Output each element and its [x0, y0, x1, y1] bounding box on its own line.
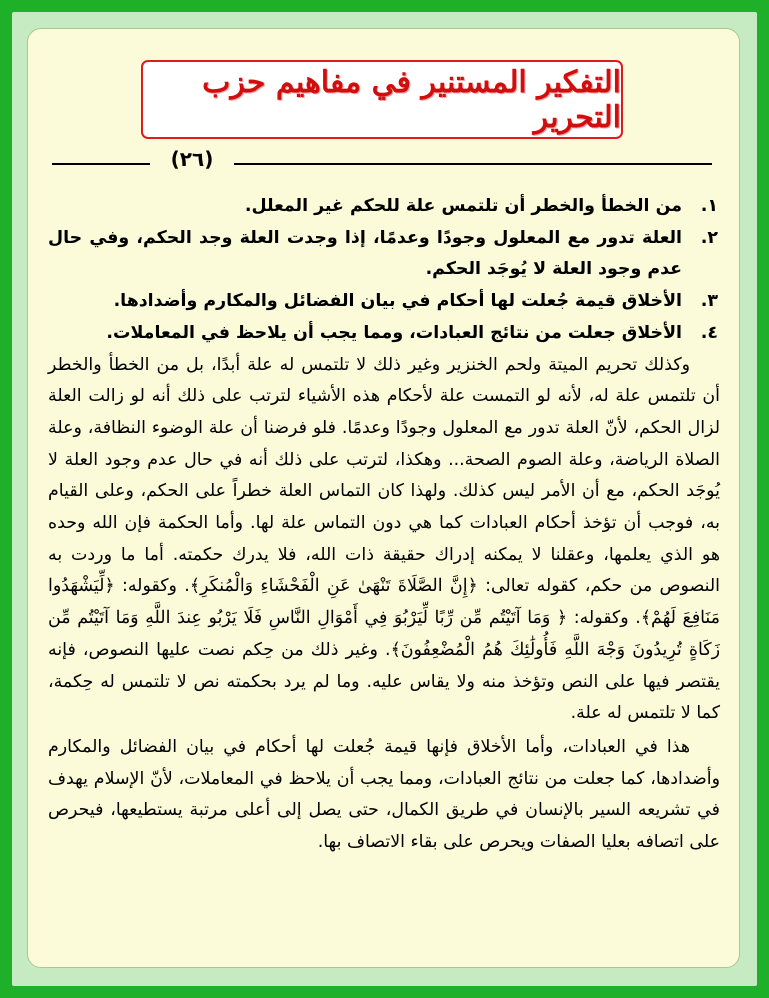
document-page — [27, 28, 740, 968]
divider-left — [52, 163, 150, 165]
header-logo — [141, 60, 623, 139]
paragraph-2: هذا في العبادات، وأما الأخلاق فإنها قيمة جُعلت لها أحكام في بيان الفضائل والمكارم وأضدادها، كما جعلت من نتائج العبادات، ومما يجب أن يلاحظ في المعاملات، لأنّ الإسلام يهدف في تشريعه السير بالإنسان في طريق الكمال، حتى يصل إلى أعلى مرتبة يستطيعها، فيحرص على اتصافه بعليا الصفات ويحرص على بقاء الاتصاف بها. — [48, 736, 720, 853]
list-item: ٣. الأخلاق قيمة جُعلت لها أحكام في بيان الفضائل والمكارم وأضدادها. — [113, 291, 718, 312]
page-number: (٢٦) — [170, 147, 214, 171]
quran-verse: ﴿ وَمَا آتَيْتُم مِّن رِّبًا لِّيَرْبُوَ فِي أَمْوَالِ النَّاسِ فَلَا يَرْبُو عِندَ اللَّهِ وَمَا آتَيْتُم مِّن زَكَاةٍ تُرِيدُونَ وَجْهَ اللَّهِ فَأُولَٰئِكَ هُمُ الْمُضْعِفُونَ﴾ — [48, 608, 720, 660]
divider-right — [234, 163, 712, 165]
paragraph-1: وكذلك تحريم الميتة ولحم الخنزير وغير ذلك لا تلتمس له علة أبدًا، بل من الخطأ والخطر أن تلتمس علة له، لأنه لو التمست علة لأحكام هذه الأشياء لترتب على ذلك أنه لو زالت العلة لزال الحكم، لأنّ العلة تدور مع المعلول وجودًا وعدمًا. فلو فرضنا أن علة الوضوء النظافة، وعلة الصلاة الرياضة، وعلة الصوم الصحة... وهكذا، لترتب على ذلك أنه في حال عدم وجود العلة لا يُوجَد الحكم، مع أن الأمر ليس كذلك. ولهذا كان التماس العلة خطراً على الحكم، وعلى القيام به، فوجب أن تؤخذ أحكام العبادات كما هي دون التماس علة لها. وأما الحكمة فإن الله وحده هو الذي يعلمها، وعقلنا لا يمكنه إدراك حقيقة ذات الله، فلا يدرك حكمته. أما ما وردت به النصوص من حكم، كقوله تعالى: ﴿إِنَّ الصَّلَاةَ تَنْهَىٰ عَنِ الْفَحْشَاءِ وَالْمُنكَرِ﴾. وكقوله: ﴿لِّيَشْهَدُوا مَنَافِعَ لَهُمْ﴾. وكقوله: ﴿ وَمَا آتَيْتُم مِّن رِّبًا لِّيَرْبُوَ فِي أَمْوَالِ النَّاسِ فَلَا يَرْبُو عِندَ اللَّهِ وَمَا آتَيْتُم مِّن زَكَاةٍ تُرِيدُونَ وَجْهَ اللَّهِ فَأُولَٰئِكَ هُمُ الْمُضْعِفُونَ﴾. وغير ذلك من حِكم نصت عليها النصوص، فإنه يقتصر فيها على النص وتؤخذ منه ولا يقاس عليه. وما لم يرد بحكمته نص لا تلتمس له حِكمة، كما لا تلتمس له علة. — [48, 354, 720, 724]
logo-text: التفكير المستنير في مفاهيم حزب التحرير — [202, 64, 621, 135]
numbered-list — [48, 191, 720, 350]
quran-verse: ﴿إِنَّ الصَّلَاةَ تَنْهَىٰ عَنِ الْفَحْشَاءِ وَالْمُنكَرِ﴾ — [189, 576, 478, 597]
quran-verse: ﴿لِّيَشْهَدُوا مَنَافِعَ لَهُمْ﴾ — [48, 576, 720, 629]
body-text — [48, 191, 720, 859]
list-item: ١. من الخطأ والخطر أن تلتمس علة للحكم غير المعلل. — [244, 196, 718, 216]
list-item: ٤. الأخلاق جعلت من نتائج العبادات، ومما يجب أن يلاحظ في المعاملات. — [106, 322, 718, 343]
list-item: ٢. العلة تدور مع المعلول وجودًا وعدمًا، إذا وجدت العلة وجد الحكم، وفي حال عدم وجود العلة لا يُوجَد الحكم. — [48, 227, 718, 280]
page-number-row — [52, 145, 712, 181]
